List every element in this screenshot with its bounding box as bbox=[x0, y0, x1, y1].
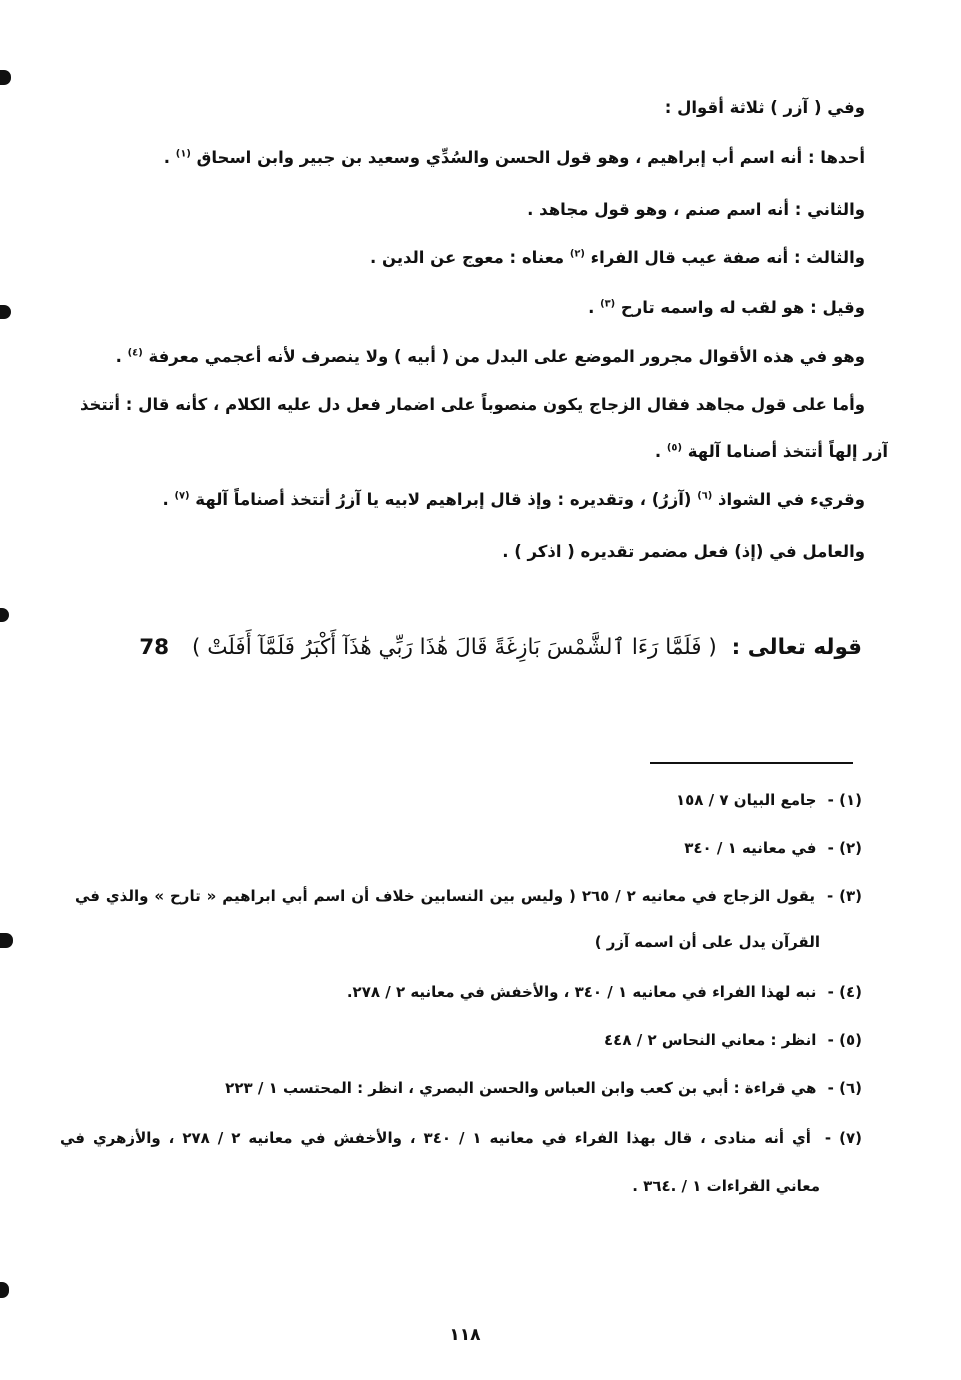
footnote-text: هي قراءة : أبي بن كعب وابن العباس والحسن البصري ، انظر : المحتسب ١ / ٢٢٣ bbox=[225, 1079, 817, 1097]
footnote-ref: (٤) bbox=[127, 347, 143, 359]
footnote-text: أي أنه منادى ، قال بهذا الفراء في معانيه ١ / ٣٤٠ ، والأخفش في معانيه ٢ / ٢٧٨ ، والأزهري في bbox=[60, 1129, 811, 1147]
text-run: . bbox=[654, 442, 667, 461]
footnote-text: انظر : معاني النحاس ٢ / ٤٤٨ bbox=[604, 1031, 817, 1049]
binding-mark bbox=[0, 608, 9, 622]
body-line bbox=[80, 388, 865, 422]
body-line bbox=[85, 141, 865, 175]
body-line bbox=[85, 193, 865, 227]
footnote-1 bbox=[82, 785, 862, 815]
binding-mark bbox=[0, 305, 11, 319]
footnote-marker: (٤) - bbox=[827, 983, 862, 1001]
body-line bbox=[85, 241, 865, 275]
body-line bbox=[85, 483, 865, 517]
footnote-4 bbox=[82, 977, 862, 1007]
text-run: وفي ( آزر ) ثلاثة أقوال : bbox=[664, 98, 865, 117]
text-run: (آزرُ) ، وتقديره : وإذ قال إبراهيم لابيه يا آزرُ أتتخذ أصناماً آلهة bbox=[189, 490, 698, 509]
footnote-7 bbox=[60, 1123, 862, 1153]
footnote-2 bbox=[82, 833, 862, 863]
footnote-text: في معانيه ١ / ٣٤٠ bbox=[684, 839, 817, 857]
footnote-6 bbox=[82, 1073, 862, 1103]
text-run: . bbox=[115, 347, 128, 366]
text-run: . bbox=[588, 298, 601, 317]
footnote-ref: (٣) bbox=[600, 298, 616, 310]
footnote-divider bbox=[650, 762, 853, 764]
binding-mark bbox=[0, 933, 13, 948]
footnote-marker: (١) - bbox=[827, 791, 862, 809]
footnote-ref: (٦) bbox=[697, 490, 713, 502]
text-run: وقيل : هو لقب له واسمه تارح bbox=[615, 298, 865, 317]
footnote-ref: (٢) bbox=[569, 248, 585, 260]
footnote-text: جامع البيان ٧ / ١٥٨ bbox=[675, 791, 817, 809]
text-run: والثالث : أنه صفة عيب قال الفراء bbox=[584, 248, 865, 267]
text-run: . bbox=[162, 490, 175, 509]
binding-mark bbox=[0, 70, 11, 85]
footnote-5 bbox=[82, 1025, 862, 1055]
text-run: والثاني : أنه اسم صنم ، وهو قول مجاهد . bbox=[527, 200, 865, 219]
footnote-3-continuation bbox=[80, 927, 820, 957]
body-line bbox=[85, 340, 865, 374]
text-run: والعامل في (إذ) فعل مضمر تقديره ( اذكر ) . bbox=[502, 542, 865, 561]
text-run: أحدها : أنه اسم أب إبراهيم ، وهو قول الحسن والسُدِّي وسعيد بن جبير وابن اسحاق bbox=[190, 148, 865, 167]
footnote-text: يقول الزجاج في معانيه ٢ / ٢٦٥ ( وليس بين النسابين خلاف أن اسم أبي ابراهيم « تارح » والذي في bbox=[75, 887, 815, 905]
body-line bbox=[85, 91, 865, 125]
text-run: . bbox=[163, 148, 176, 167]
footnote-text: معاني القراءات ١ / .٣٦٤ . bbox=[632, 1177, 820, 1195]
footnote-3 bbox=[75, 881, 862, 911]
quran-verse-line bbox=[137, 624, 862, 672]
body-line bbox=[85, 291, 865, 325]
footnote-marker: (٧) - bbox=[824, 1129, 862, 1147]
text-run: وقريء في الشواذ bbox=[712, 490, 865, 509]
body-line bbox=[98, 435, 888, 469]
footnote-marker: (٢) - bbox=[827, 839, 862, 857]
verse-open-paren: ( bbox=[708, 635, 717, 660]
footnote-text: القرآن يدل على أن اسمه آزر ) bbox=[594, 933, 820, 951]
footnote-text: نبه لهذا الفراء في معانيه ١ / ٣٤٠ ، والأخفش في معانيه ٢ / ٢٧٨. bbox=[346, 983, 817, 1001]
verse-intro: قوله تعالى : bbox=[731, 635, 862, 660]
footnote-marker: (٣) - bbox=[826, 887, 862, 905]
footnote-ref: (٧) bbox=[174, 490, 190, 502]
verse-close-paren: ) bbox=[191, 635, 201, 660]
text-run: آزر إلهاً أتتخذ أصناما آلهة bbox=[681, 442, 888, 461]
binding-mark bbox=[0, 1282, 9, 1298]
text-run: معناه : معوج عن الدين . bbox=[370, 248, 570, 267]
footnote-ref: (٥) bbox=[666, 442, 682, 454]
verse-text: فَلَمَّا رَءَا ٱلشَّمْسَ بَازِغَةً قَالَ هَٰذَا رَبِّي هَٰذَآ أَكْبَرُ فَلَمَّآ أَفَلَتْ bbox=[207, 635, 702, 660]
body-line bbox=[85, 535, 865, 569]
footnote-ref: (١) bbox=[175, 148, 191, 160]
footnote-7-continuation bbox=[80, 1171, 820, 1201]
footnote-marker: (٥) - bbox=[827, 1031, 862, 1049]
verse-number: 78 bbox=[139, 635, 170, 660]
text-run: وهو في هذه الأقوال مجرور الموضع على البدل من ( أبيه ) ولا ينصرف لأنه أعجمي معرفة bbox=[142, 347, 865, 366]
text-run: وأما على قول مجاهد فقال الزجاج يكون منصوباً على اضمار فعل دل عليه الكلام ، كأنه قال : أتتخذ bbox=[80, 395, 865, 414]
page-number: ١١٨ bbox=[449, 1325, 481, 1345]
footnote-marker: (٦) - bbox=[827, 1079, 862, 1097]
